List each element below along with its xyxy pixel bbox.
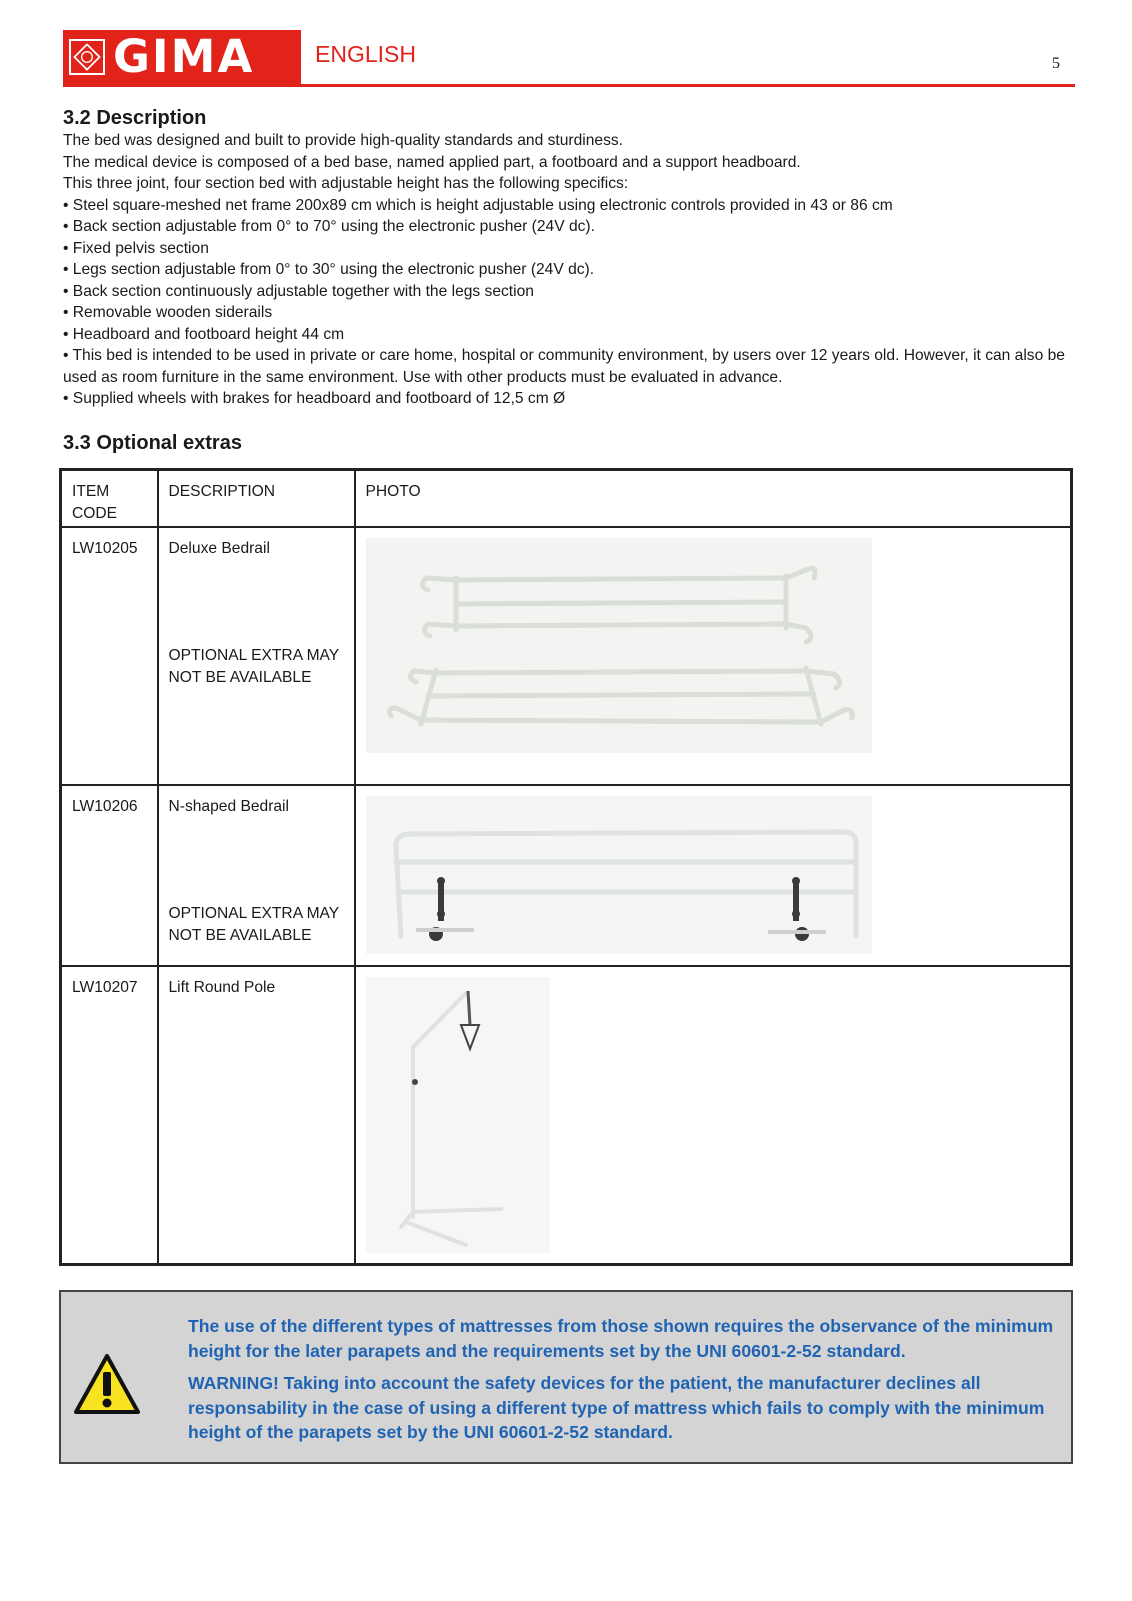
item-photo-cell (355, 785, 1072, 966)
spec-bullet: • Legs section adjustable from 0° to 30° using the electronic pusher (24V dc). (63, 261, 595, 278)
warning-triangle-icon (72, 1352, 142, 1416)
availability-note: OPTIONAL EXTRA MAY NOT BE AVAILABLE (168, 647, 339, 686)
header-rule (63, 84, 1075, 87)
description-heading: 3.2 Description (63, 107, 207, 129)
item-photo-cell (355, 966, 1072, 1265)
gima-logo (63, 30, 301, 84)
column-header-item-code: ITEM CODE (61, 470, 158, 527)
description-body (63, 130, 1083, 410)
language-label: ENGLISH (315, 41, 416, 67)
item-code: LW10205 (61, 527, 158, 785)
spec-bullet: • Supplied wheels with brakes for headboard and footboard of 12,5 cm Ø (63, 390, 566, 407)
spec-bullet: • This bed is intended to be used in private or care home, hospital or community environment, by users over 12 years old. However, it can also be used as room furniture in the same environment. Use with other products must be evaluated in advance. (63, 347, 1065, 386)
spec-bullet: • Headboard and footboard height 44 cm (63, 325, 345, 343)
item-photo-cell (355, 527, 1072, 785)
warning-box (59, 1290, 1073, 1464)
gima-emblem-icon (69, 39, 105, 75)
description-line: This three joint, four section bed with adjustable height has the following specifics: (63, 175, 629, 192)
table-row (61, 966, 1072, 1265)
page-number: 5 (1052, 55, 1060, 72)
availability-note: OPTIONAL EXTRA MAY NOT BE AVAILABLE (168, 905, 339, 944)
item-code: LW10206 (61, 785, 158, 966)
item-description: Deluxe Bedrail (168, 539, 270, 557)
optional-extras-heading: 3.3 Optional extras (63, 432, 242, 454)
warning-text (188, 1314, 1058, 1453)
spec-bullet: • Steel square-meshed net frame 200x89 cm which is height adjustable using electronic controls provided in 43 or 86 cm (63, 196, 893, 214)
table-header-row (61, 470, 1072, 527)
spec-bullet: • Removable wooden siderails (63, 304, 273, 321)
item-description: Lift Round Pole (168, 978, 276, 996)
table-row (61, 527, 1072, 785)
description-line: The bed was designed and built to provide high-quality standards and sturdiness. (63, 132, 623, 149)
item-description: N-shaped Bedrail (168, 797, 289, 815)
item-description-cell (158, 527, 355, 785)
spec-bullet: • Back section adjustable from 0° to 70° using the electronic pusher (24V dc). (63, 218, 595, 235)
optional-extras-table (59, 468, 1073, 1266)
item-description-cell (158, 785, 355, 966)
table-row (61, 785, 1072, 966)
spec-bullet: • Back section continuously adjustable together with the legs section (63, 282, 534, 300)
item-description-cell (158, 966, 355, 1265)
n-shaped-bedrail-photo (366, 796, 872, 954)
warning-paragraph: WARNING! Taking into account the safety devices for the patient, the manufacturer declines all responsability in the case of using a different type of mattress which fails to comply with the minimum height of the parapets set by the UNI 60601-2-52 standard. (188, 1373, 1045, 1442)
lift-round-pole-photo (366, 977, 550, 1253)
deluxe-bedrail-photo (366, 538, 872, 753)
item-code: LW10207 (61, 966, 158, 1265)
column-header-description: DESCRIPTION (158, 470, 355, 527)
description-line: The medical device is composed of a bed base, named applied part, a footboard and a support headboard. (63, 153, 801, 171)
brand-name: GIMA (113, 30, 255, 83)
column-header-photo: PHOTO (355, 470, 1072, 527)
spec-bullet: • Fixed pelvis section (63, 239, 209, 257)
warning-paragraph: The use of the different types of mattresses from those shown requires the observance of the minimum height for the later parapets and the requirements set by the UNI 60601-2-52 standard. (188, 1316, 1054, 1361)
